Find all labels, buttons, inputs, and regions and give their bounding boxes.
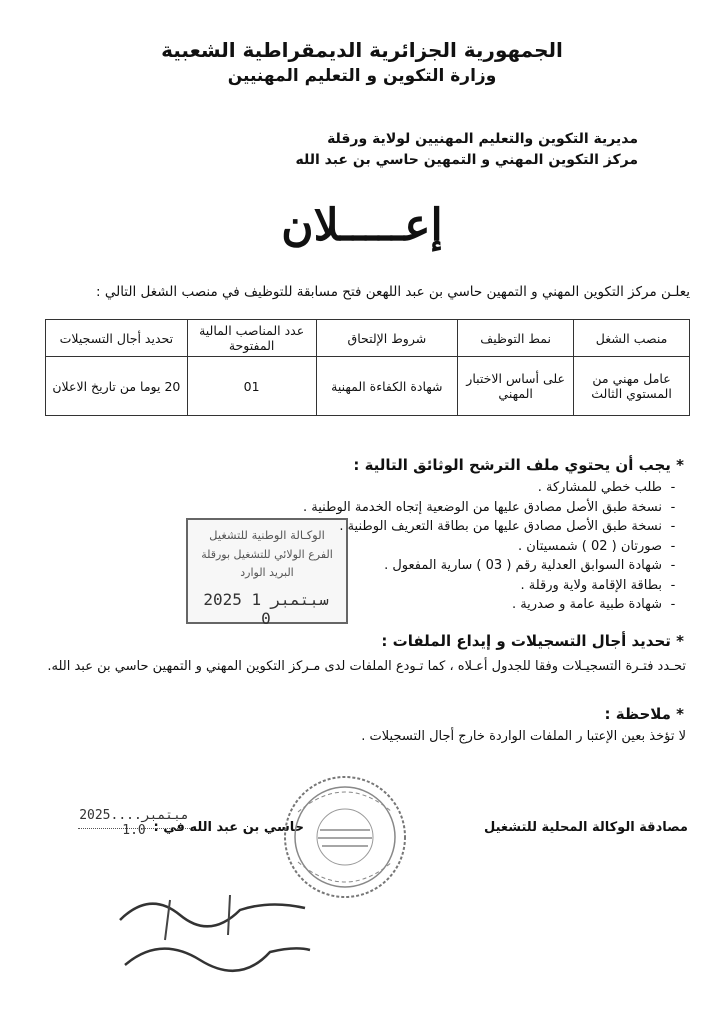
registration-text: تحـدد فتـرة التسجيـلات وفقا للجدول أعـلاه ، كما تـودع الملفات لدى مـركز التكوين المهني و التمهين حاسي بن عبد الله. bbox=[47, 659, 686, 674]
table-header: منصب الشغل bbox=[574, 320, 690, 357]
directorate-line: مديرية التكوين والتعليم المهنيين لولاية ورقلة bbox=[327, 131, 638, 147]
handwritten-date: 2025....مبتمبر 1.0 bbox=[79, 808, 189, 838]
note-title: * ملاحظة : bbox=[604, 705, 684, 723]
center-line: مركز التكوين المهني و التمهين حاسي بن عبد الله bbox=[295, 152, 638, 168]
list-item: -صورتان ( 02 ) شمسيتان . bbox=[517, 538, 676, 554]
table-row bbox=[46, 357, 690, 416]
ministry-title: وزارة التكوين و التعليم المهنيين bbox=[227, 66, 497, 86]
place-label: حاسي بن عبد الله في : bbox=[153, 820, 304, 835]
stamp-date: 2025 سبتمبر 1 0 bbox=[203, 590, 329, 628]
registration-title: * تحديد أجال التسجيلات و إيداع الملفات : bbox=[381, 632, 684, 650]
stamp-line: الوكـالة الوطنية للتشغيل bbox=[209, 528, 325, 542]
table-header-row bbox=[46, 320, 690, 357]
list-item: -نسخة طبق الأصل مصادق عليها من بطاقة التعريف الوطنية . bbox=[339, 519, 676, 534]
table-cell: عامل مهني من المستوي الثالث bbox=[574, 357, 690, 416]
table-header: شروط الإلتحاق bbox=[316, 320, 458, 357]
announcement-title: إعـــــلان bbox=[281, 200, 443, 251]
table-cell: شهادة الكفاءة المهنية bbox=[316, 357, 458, 416]
list-item: -بطاقة الإقامة ولاية ورقلة . bbox=[520, 577, 676, 593]
list-item: -شهادة طبية عامة و صدرية . bbox=[511, 597, 676, 612]
table-header: نمط التوظيف bbox=[458, 320, 574, 357]
approval-label: مصادقة الوكالة المحلية للتشغيل bbox=[484, 820, 688, 835]
stamp-line: الفرع الولائي للتشغيل بورقلة bbox=[201, 548, 333, 561]
note-text: لا تؤخذ بعين الإعتبا ر الملفات الواردة خارج أجال التسجيلات . bbox=[361, 729, 686, 744]
signature-icon bbox=[110, 880, 320, 990]
republic-title: الجمهورية الجزائرية الديمقراطية الشعبية bbox=[161, 38, 563, 62]
table-cell: 20 يوما من تاريخ الاعلان bbox=[46, 357, 188, 416]
table-header: عدد المناصب المالية المفتوحة bbox=[187, 320, 316, 357]
jobs-table bbox=[45, 319, 690, 416]
table-header: تحديد أجال التسجيلات bbox=[46, 320, 188, 357]
intro-paragraph: يعلـن مركز التكوين المهني و التمهين حاسي بن عبد اللهعن فتح مسابقة للتوظيف في منصب الشغل التالي : bbox=[95, 284, 690, 300]
documents-title: * يجب أن يحتوي ملف الترشح الوثائق التالية : bbox=[353, 456, 684, 474]
list-item: -طلب خطي للمشاركة . bbox=[537, 480, 676, 495]
table-cell: على أساس الاختبار المهني bbox=[458, 357, 574, 416]
list-item: -نسخة طبق الأصل مصادق عليها من الوضعية إتجاه الخدمة الوطنية . bbox=[303, 499, 676, 515]
stamp-line: البريد الوارد bbox=[240, 566, 294, 579]
table-cell: 01 bbox=[187, 357, 316, 416]
post-received-stamp bbox=[186, 518, 348, 628]
list-item: -شهادة السوابق العدلية رقم ( 03 ) سارية المفعول . bbox=[384, 558, 676, 573]
